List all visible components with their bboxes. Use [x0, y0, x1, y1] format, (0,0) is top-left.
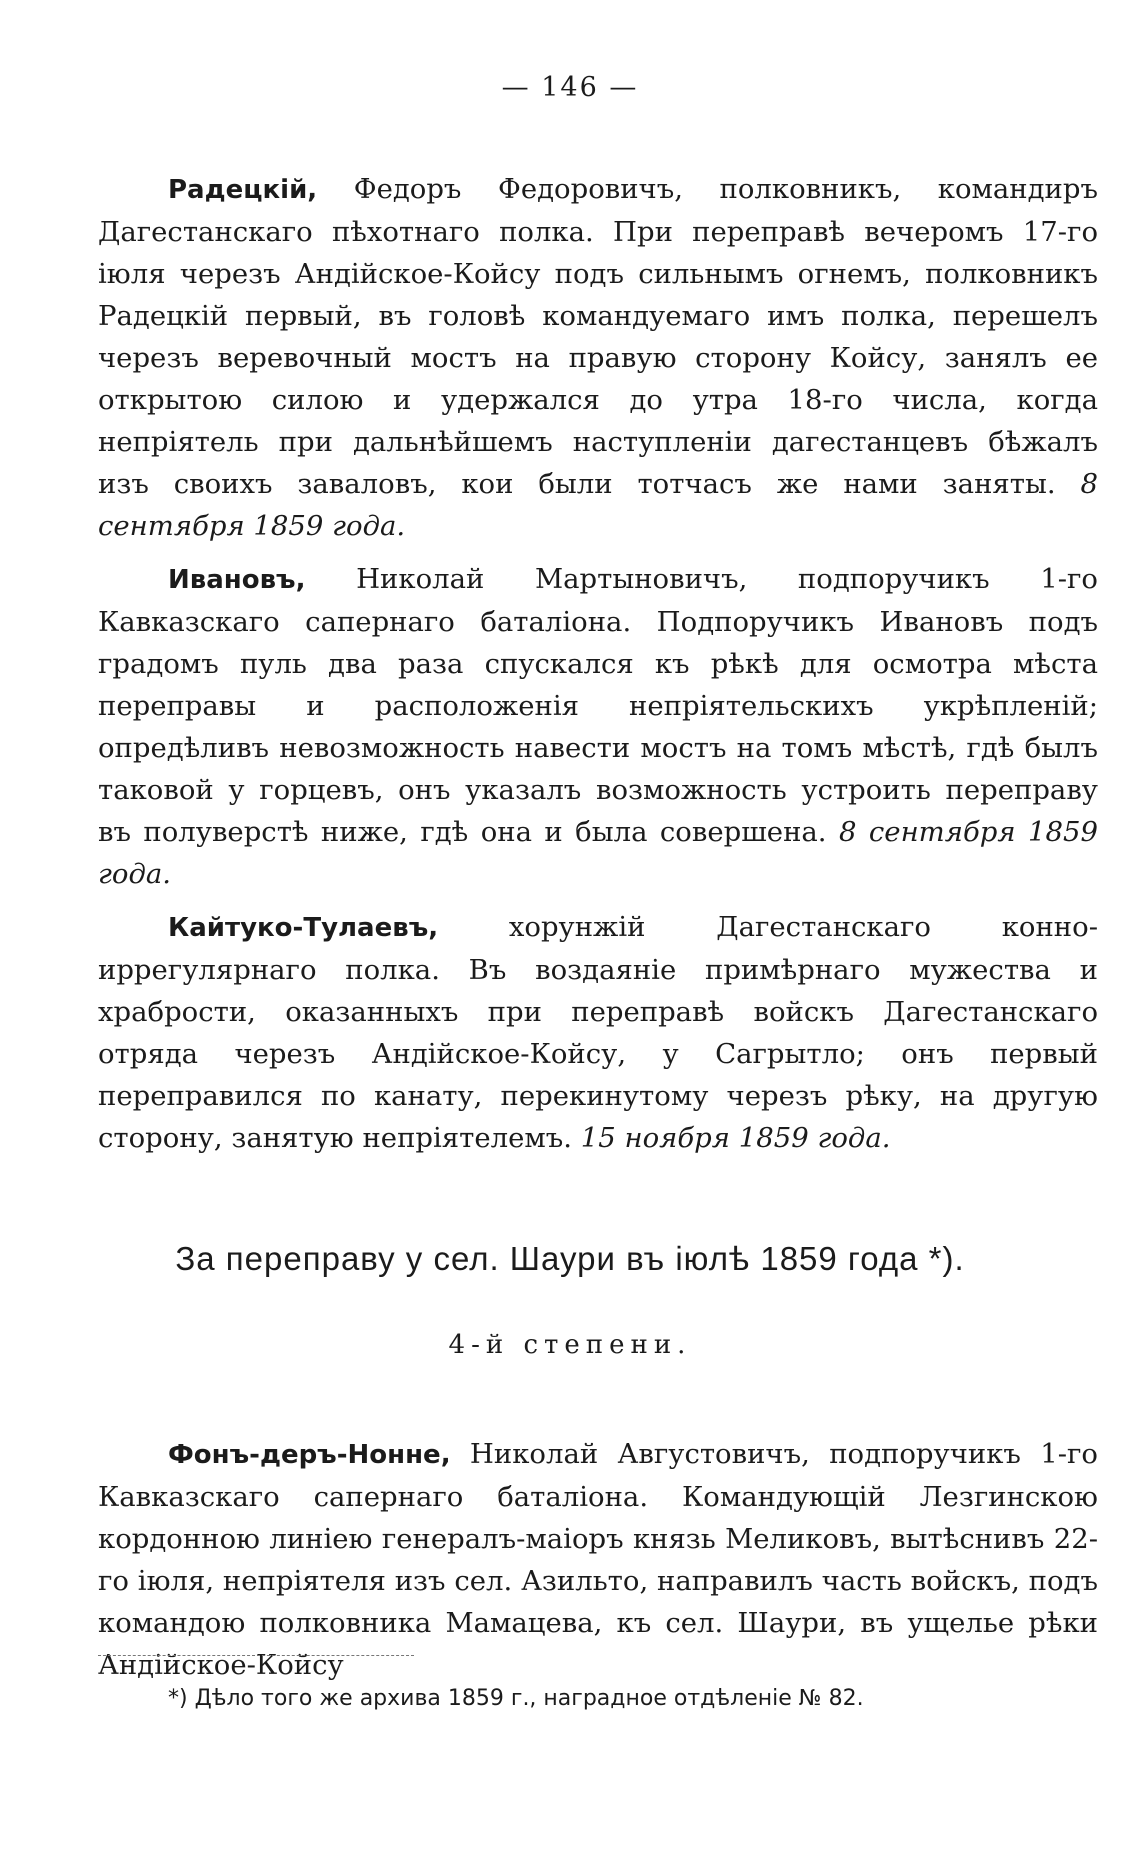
entry-date: 15 ноября 1859 года.	[580, 1121, 891, 1154]
award-entry-ivanov	[98, 558, 1098, 895]
degree-heading: 4-й степени.	[448, 1330, 692, 1360]
entry-name: Радецкій,	[168, 174, 318, 205]
award-entry-kaituko-tulaev	[98, 906, 1098, 1159]
entry-text: Николай Мартыновичъ, подпоручикъ 1-го Кавказскаго сапернаго баталіона. Подпоручикъ Ивановъ подъ градомъ пуль два раза спускался къ рѣкѣ для осмотра мѣста переправы и расположенія непріятельскихъ укрѣпленій; опредѣливъ невозможность навести мостъ на томъ мѣстѣ, гдѣ былъ таковой у горцевъ, онъ указалъ возможность устроить переправу въ полуверстѣ ниже, гдѣ она и была совершена.	[98, 562, 1098, 848]
page-number: — 146 —	[501, 72, 639, 103]
award-entry-fon-der-nonne	[98, 1433, 1098, 1686]
footnote: *) Дѣло того же архива 1859 г., наградное отдѣленіе № 82.	[168, 1686, 864, 1711]
entry-text: хорунжій Дагестанскаго конно-иррегулярнаго полка. Въ воздаяніе примѣрнаго мужества и храбрости, оказанныхъ при переправѣ войскъ Дагестанскаго отряда черезъ Андійское-Койсу, у Сагрытло; онъ первый переправился по канату, перекинутому черезъ рѣку, на другую сторону, занятую непріятелемъ.	[98, 910, 1098, 1154]
section-title: За переправу у сел. Шаури въ іюлѣ 1859 года *).	[175, 1240, 965, 1277]
entry-date: 8 сентября 1859 года.	[98, 815, 1098, 890]
entry-date: 8 сентября 1859 года.	[98, 467, 1098, 542]
entry-name: Кайтуко-Тулаевъ,	[168, 912, 439, 943]
footnote-divider	[98, 1655, 414, 1656]
award-entry-radetsky	[98, 168, 1098, 547]
entry-name: Ивановъ,	[168, 564, 306, 595]
entry-name: Фонъ-деръ-Нонне,	[168, 1439, 451, 1470]
entry-text: Николай Августовичъ, подпоручикъ 1-го Кавказскаго сапернаго баталіона. Командующій Лезгинскою кордонною линіею генералъ-маіоръ князь Меликовъ, вытѣснивъ 22-го іюля, непріятеля изъ сел. Азильто, направилъ часть войскъ, подъ командою полковника Мамацева, къ сел. Шаури, въ ущелье рѣки Андійское-Койсу	[98, 1437, 1098, 1681]
entry-text: Федоръ Федоровичъ, полковникъ, командиръ Дагестанскаго пѣхотнаго полка. При переправѣ вечеромъ 17-го іюля черезъ Андійское-Койсу подъ сильнымъ огнемъ, полковникъ Радецкій первый, въ головѣ командуемаго имъ полка, перешелъ черезъ веревочный мостъ на правую сторону Койсу, занялъ ее открытою силою и удержался до утра 18-го числа, когда непріятель при дальнѣйшемъ наступленіи дагестанцевъ бѣжалъ изъ своихъ заваловъ, кои были тотчасъ же нами заняты.	[98, 172, 1098, 500]
